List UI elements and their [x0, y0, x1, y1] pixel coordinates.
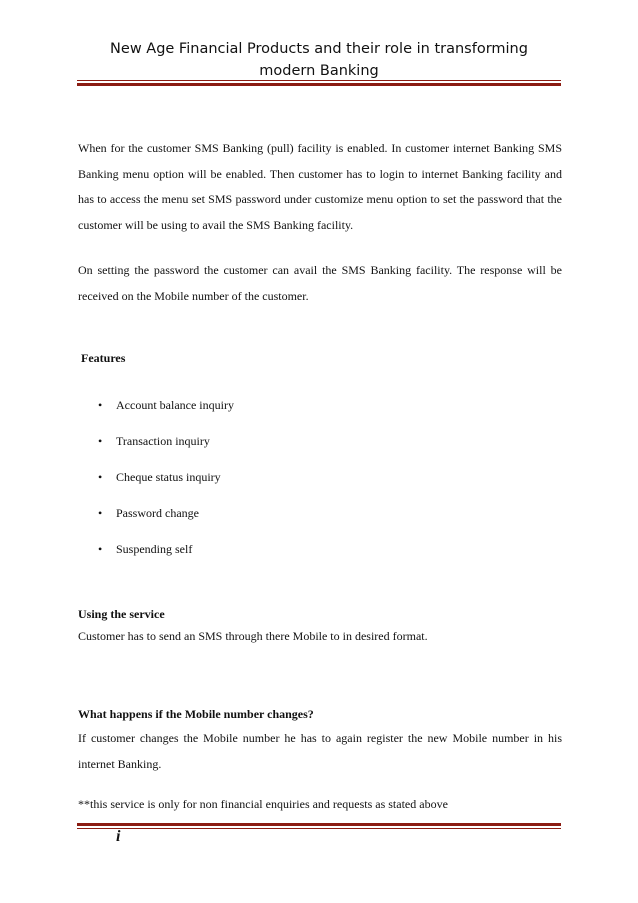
page-number: i — [116, 828, 121, 845]
header-rule-thick — [77, 83, 561, 86]
list-item-label: Password change — [116, 506, 199, 520]
paragraph-password-setting: On setting the password the customer can avail the SMS Banking facility. The response will be received on the Mobile number of the customer. — [78, 263, 562, 303]
bullet-icon: • — [98, 506, 103, 520]
header-rule-thin — [77, 80, 561, 81]
list-item — [78, 429, 234, 465]
footnote-text: **this service is only for non financial enquiries and requests as stated above — [78, 797, 448, 811]
bullet-icon: • — [98, 470, 103, 484]
bullet-icon: • — [98, 398, 103, 412]
mobile-change-text: If customer changes the Mobile number he has to again register the new Mobile number in his internet Banking. — [78, 731, 562, 771]
list-item-label: Cheque status inquiry — [116, 470, 221, 484]
bullet-icon: • — [98, 434, 103, 448]
bullet-icon: • — [98, 542, 103, 556]
header-title-line-2: modern Banking — [259, 63, 379, 79]
list-item-label: Suspending self — [116, 542, 193, 556]
list-item — [78, 393, 234, 429]
page-header-title — [60, 38, 578, 82]
list-item — [78, 537, 234, 573]
footer-rule-thin — [77, 828, 561, 829]
using-service-heading: Using the service — [78, 607, 165, 621]
features-list — [78, 393, 234, 573]
list-item — [78, 501, 234, 537]
features-heading: Features — [81, 351, 126, 365]
footer-rule-thick — [77, 823, 561, 826]
header-title-line-1: New Age Financial Products and their role in transforming — [110, 41, 528, 57]
mobile-change-heading: What happens if the Mobile number changes? — [78, 707, 314, 721]
list-item-label: Account balance inquiry — [116, 398, 234, 412]
list-item-label: Transaction inquiry — [116, 434, 210, 448]
list-item — [78, 465, 234, 501]
paragraph-sms-banking-setup: When for the customer SMS Banking (pull) facility is enabled. In customer internet Banking SMS Banking menu option will be enabled. Then customer has to login to internet Banking facility and has to access the menu set SMS password under customize menu option to set the password that the customer will be using to avail the SMS Banking facility. — [78, 141, 562, 232]
using-service-text: Customer has to send an SMS through there Mobile to in desired format. — [78, 629, 428, 643]
